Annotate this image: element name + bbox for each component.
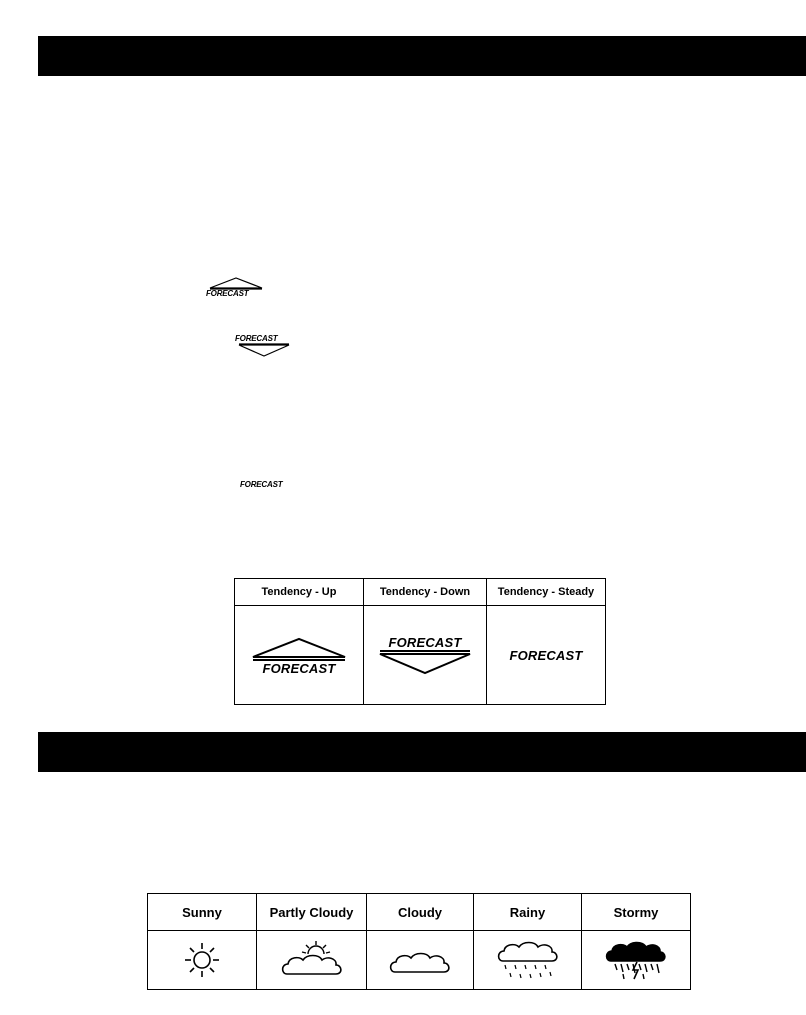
tendency-header-row: [235, 579, 606, 606]
cloud-icon: [387, 940, 453, 980]
weather-cell-rainy: [474, 931, 582, 990]
tendency-icon-row: [235, 606, 606, 705]
sun-icon: [182, 940, 222, 980]
tendency-header-steady: Tendency - Steady: [487, 579, 606, 606]
weather-header-rainy: Rainy: [474, 894, 582, 931]
inline-forecast-label-steady: FORECAST: [240, 480, 283, 489]
weather-header-sunny: Sunny: [148, 894, 257, 931]
weather-header-partly-cloudy: Partly Cloudy: [257, 894, 367, 931]
weather-cell-stormy: [582, 931, 691, 990]
weather-cell-partly-cloudy: [257, 931, 367, 990]
tendency-header-down: Tendency - Down: [364, 579, 487, 606]
tendency-table: [234, 578, 606, 705]
tendency-header-up: Tendency - Up: [235, 579, 364, 606]
section-header-bar-2: [38, 732, 806, 772]
storm-cloud-icon: [603, 937, 669, 983]
inline-forecast-label-down: FORECAST: [235, 334, 278, 343]
weather-cell-sunny: [148, 931, 257, 990]
tendency-steady-forecast-label: FORECAST: [509, 647, 583, 663]
rain-cloud-icon: [495, 937, 561, 983]
inline-forecast-label-up: FORECAST: [206, 289, 249, 298]
weather-icon-row: [148, 931, 691, 990]
tendency-up-forecast-label: FORECAST: [262, 660, 336, 676]
inline-tendency-up-icon: [206, 276, 266, 298]
section-header-bar-1: [38, 36, 806, 76]
tendency-cell-down: [364, 606, 487, 705]
tendency-cell-steady: [487, 606, 606, 705]
tendency-down-arrow-icon: [376, 649, 474, 675]
inline-tendency-steady-icon: [240, 481, 300, 489]
weather-header-stormy: Stormy: [582, 894, 691, 931]
weather-header-row: [148, 894, 691, 931]
weather-header-cloudy: Cloudy: [367, 894, 474, 931]
tendency-up-arrow-icon: [247, 636, 351, 662]
down-arrow-icon: [235, 343, 293, 357]
partly-cloudy-icon: [279, 940, 345, 980]
weather-icons-table: [147, 893, 691, 990]
tendency-down-forecast-label: FORECAST: [388, 634, 462, 650]
tendency-cell-up: [235, 606, 364, 705]
inline-tendency-down-icon: [235, 335, 293, 357]
weather-cell-cloudy: [367, 931, 474, 990]
up-arrow-icon: [206, 276, 266, 290]
